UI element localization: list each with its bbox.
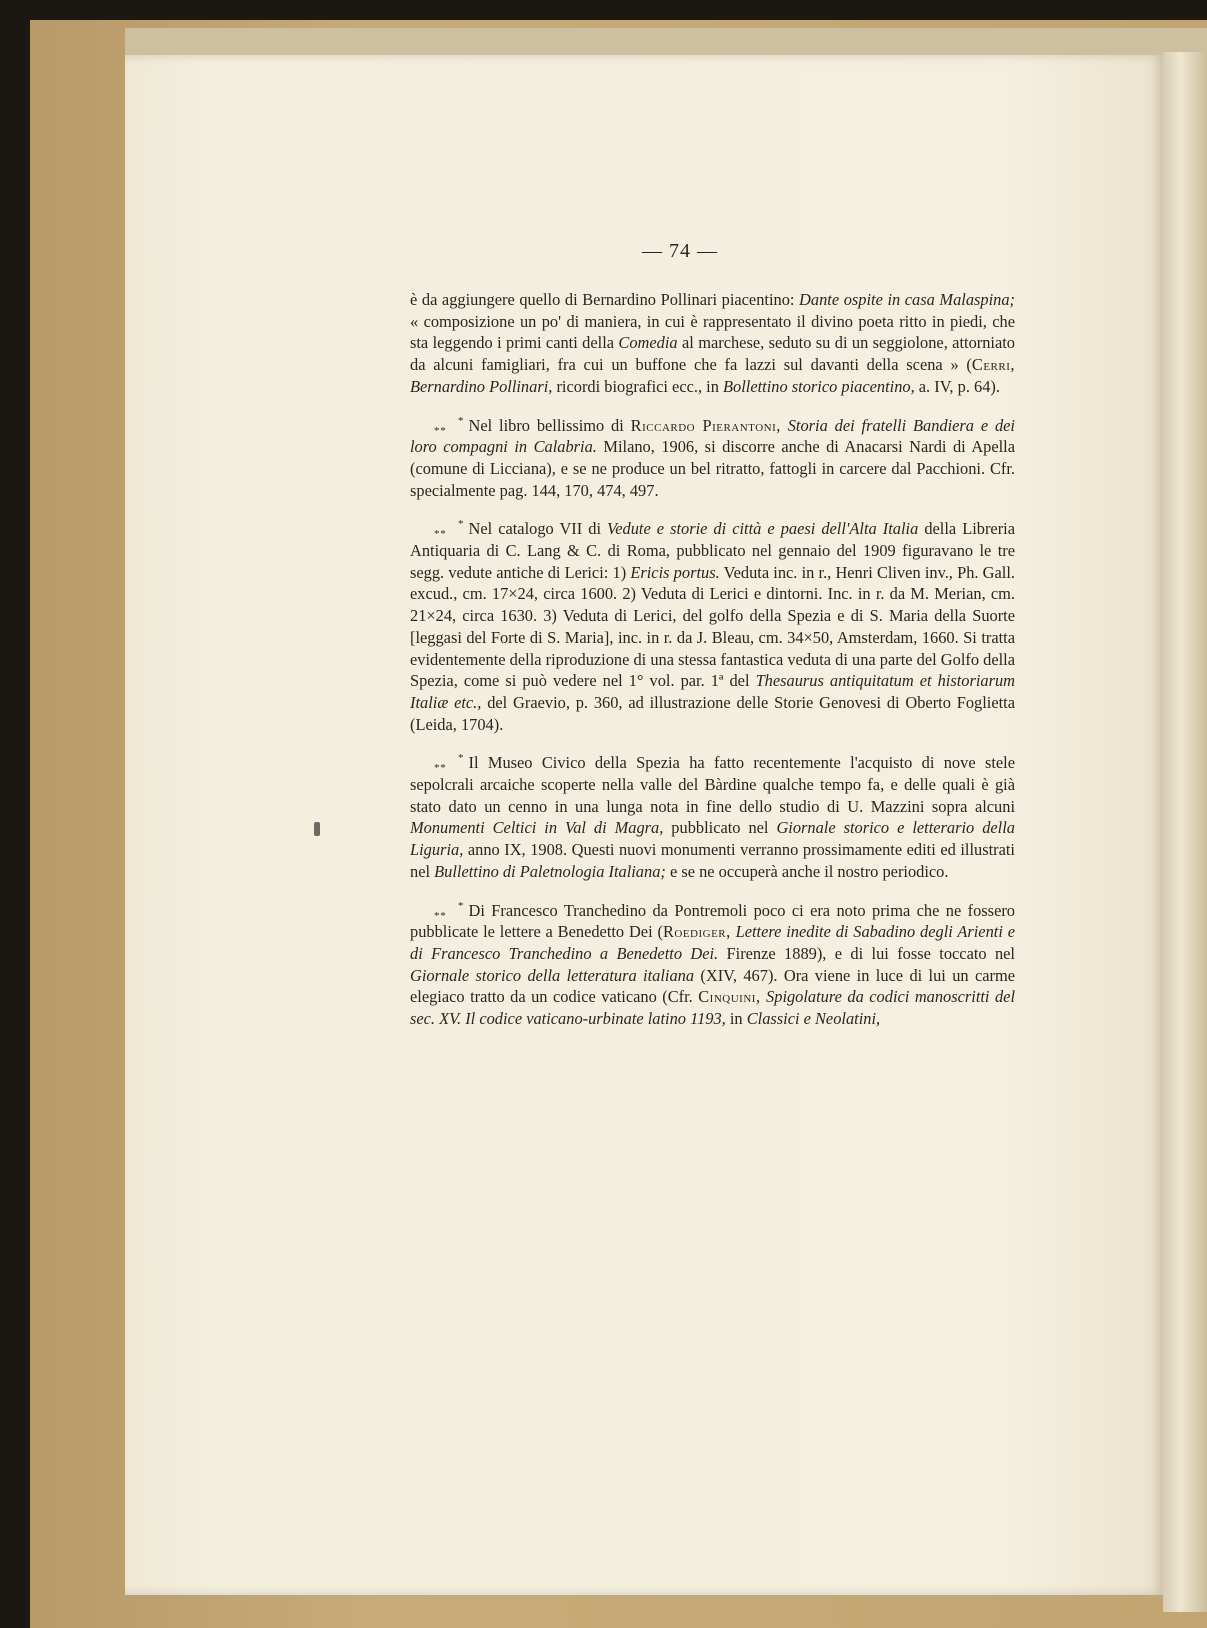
asterism-mark: * * *	[434, 752, 463, 775]
text-run	[781, 416, 788, 435]
italic-title: Spigolature da codici manoscritti del sec. XV. Il codice vaticano-urbinate latino 1193,	[410, 987, 1016, 1029]
italic-title: Monumenti Celtici in Val di Magra,	[410, 818, 664, 838]
italic-title: Dante ospite in casa Malaspina;	[799, 290, 1015, 309]
text-run: pubblicato nel	[663, 818, 777, 838]
text-run: e se ne occuperà anche il nostro periodico.	[665, 861, 949, 881]
text-run: ricordi biografici ecc., in	[552, 376, 724, 396]
text-run: del Graevio, p. 360, ad illustrazione delle Storie Genovesi di Oberto Foglietta (Leida, 1704).	[410, 692, 1015, 734]
italic-title: Thesaurus antiquitatum et historiarum Italiæ etc.,	[410, 671, 1016, 712]
text-run: Milano, 1906, si discorre anche di Anacarsi Nardi di Apella (comune di Licciana), e se ne produce un bel ritratto, fattogli in carcere dal Pacchioni. Cfr. specialmente pag. 144, 170, 474, 497.	[410, 437, 1016, 500]
next-page-edge	[1163, 52, 1207, 1612]
italic-title: Giornale storico e letterario della Liguria,	[410, 818, 1015, 860]
text-run: in	[725, 1009, 747, 1029]
italic-title: Comedia	[618, 333, 678, 353]
italic-title: Bollettino storico piacentino,	[723, 376, 915, 396]
asterism-mark: * * *	[434, 414, 463, 437]
text-run: Il Museo Civico della Spezia ha fatto recentemente l'acquisto di nove stele sepolcrali arcaiche scoperte nella valle del Bàrdine qualche tempo fa, e delle quali è già stato dato un cenno in una lunga nota in fine dello studio di U. Mazzini sopra alcuni	[410, 753, 1015, 816]
author-name: Roediger,	[662, 922, 731, 942]
text-run: « composizione un po' di maniera, in cui è rappresentato il divino poeta ritto in piedi, che sta leggendo i primi canti della	[410, 311, 1015, 353]
body-text	[410, 289, 1015, 1030]
author-name: Cinquini,	[698, 987, 761, 1007]
italic-title: Bullettino di Paletnologia Italiana;	[434, 861, 666, 881]
text-run: Di Francesco Tranchedino da Pontremoli poco ci era noto prima che ne fossero pubblicate le lettere a Benedetto Dei (	[410, 900, 1015, 942]
text-run: della Libreria Antiquaria di C. Lang & C. di Roma, pubblicato nel gennaio del 1909 figuravano le tre segg. vedute antiche di Lerici: 1)	[410, 519, 1015, 582]
text-run: (XIV, 467). Ora viene in luce di lui un carme elegiaco tratto da un codice vaticano (Cfr.	[410, 965, 1016, 1007]
text-run: al marchese, seduto su di un seggiolone, attorniato da alcuni famigliari, fra cui un buffone che fa lazzi sul davanti della scena » (	[410, 333, 1015, 375]
margin-stain	[314, 822, 320, 836]
italic-title: Giornale storico della letteratura italiana	[410, 965, 695, 985]
author-name: Riccardo Pierantoni,	[630, 415, 781, 435]
author-name: Cerri,	[971, 355, 1015, 375]
text-run: Nel libro bellissimo di	[468, 415, 631, 435]
text-run: Firenze 1889), e di lui fosse toccato nel	[718, 943, 1015, 963]
italic-title: Ericis portus.	[630, 562, 720, 582]
italic-title: Bernardino Pollinari,	[410, 376, 553, 396]
paragraph	[410, 752, 1015, 882]
italic-title: Lettere inedite di Sabadino degli Arienti e di Francesco Tranchedino a Benedetto Dei.	[410, 922, 1015, 963]
text-run: a. IV, p. 64).	[914, 376, 1000, 396]
asterism-mark: * * *	[434, 518, 463, 541]
paragraph	[410, 900, 1015, 1030]
paragraph	[410, 415, 1015, 502]
text-run: anno IX, 1908. Questi nuovi monumenti verranno prossimamente editi ed illustrati nel	[410, 840, 1015, 881]
paragraph	[410, 289, 1015, 398]
text-run: Nel catalogo VII di	[468, 519, 608, 539]
text-run: Veduta inc. in r., Henri Cliven inv., Ph. Gall. excud., cm. 17×24, circa 1600. 2) Veduta di Lerici e dintorni. Inc. in r. da M. Merian, cm. 21×24, circa 1630. 3) Veduta di Lerici, del golfo della Spezia e di S. Maria della Suorte [leggasi del Forte di S. Maria], inc. in r. da J. Bleau, cm. 34×50, Amsterdam, 1660. Si tratta evidentemente della riproduzione di una stessa fantastica veduta di una parte del Golfo della Spezia, come si può vedere nel 1° vol. par. 1ª del	[410, 562, 1016, 691]
italic-title: Storia dei fratelli Bandiera e dei loro compagni in Calabria.	[410, 415, 1015, 457]
italic-title: Classici e Neolatini,	[746, 1009, 881, 1029]
italic-title: Vedute e storie di città e paesi dell'Alta Italia	[607, 519, 919, 539]
paragraph	[410, 518, 1015, 735]
page-number: — 74 —	[642, 240, 718, 262]
text-run: è da aggiungere quello di Bernardino Pollinari piacentino:	[410, 290, 800, 309]
asterism-mark: * * *	[434, 899, 463, 922]
